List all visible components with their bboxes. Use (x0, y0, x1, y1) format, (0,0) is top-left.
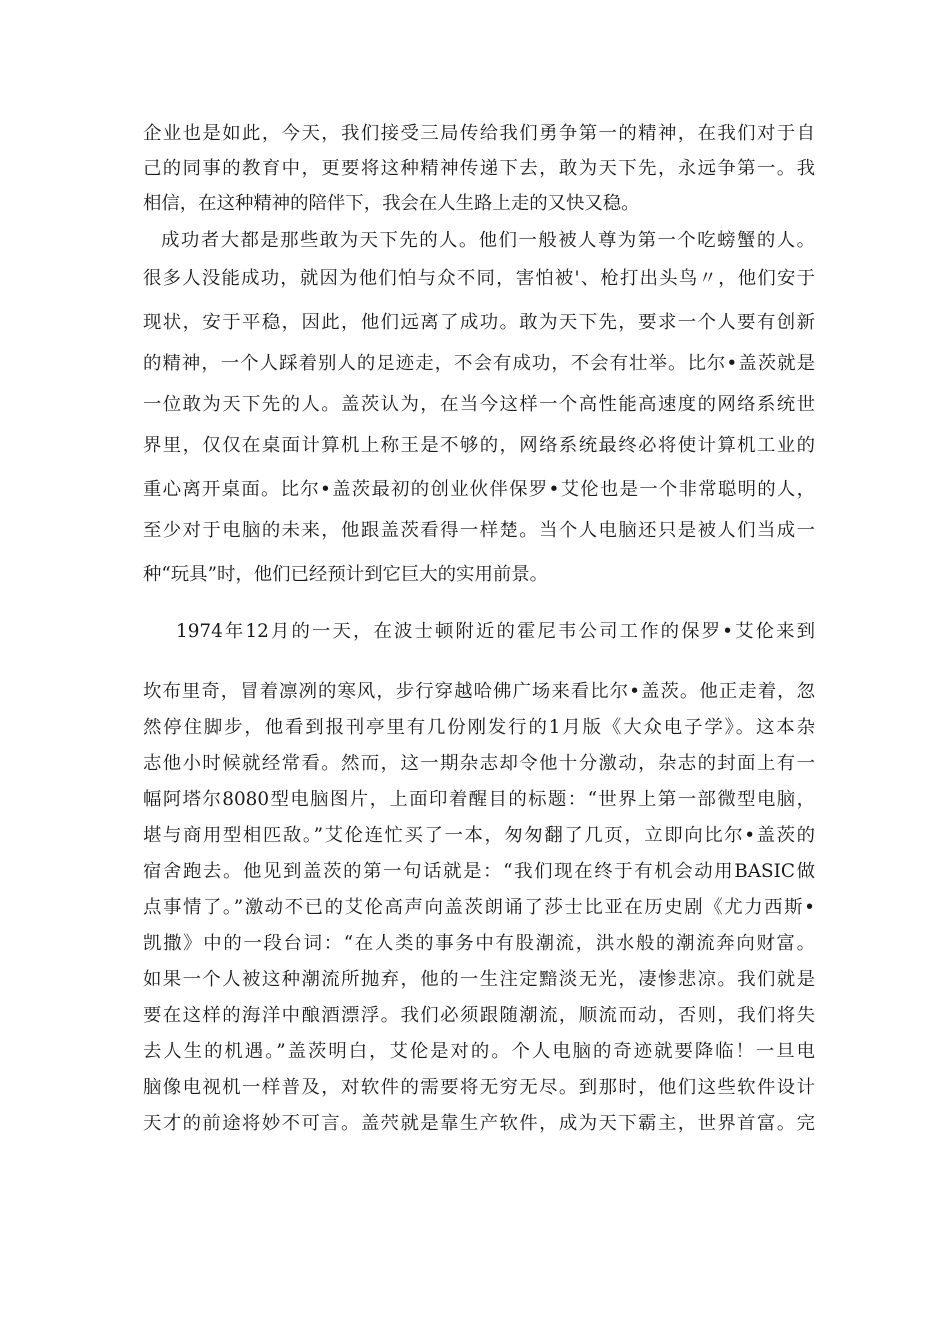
text-line: 志他小时候就经常看。然而，这一期杂志却令他十分激动，杂志的封面上有一 (143, 753, 815, 774)
text-line: 企业也是如此，今天，我们接受三局传给我们勇争第一的精神，在我们对于自 (143, 123, 815, 144)
text-line: 1974年12月的一天，在波士顿附近的霍尼韦公司工作的保罗•艾伦来到 (176, 621, 815, 642)
text-line: 脑像电视机一样普及，对软件的需要将无穷无尽。到那时，他们这些软件设计 (143, 1077, 815, 1098)
text-line: 界里，仅仅在桌面计算机上称王是不够的，网络系统最终必将使计算机工业的 (143, 435, 815, 456)
text-line: 幅阿塔尔8080型电脑图片，上面印着醒目的标题：“世界上第一部微型电脑， (143, 789, 815, 810)
text-line: 重心离开桌面。比尔•盖茨最初的创业伙伴保罗•艾伦也是一个非常聪明的人， (143, 479, 815, 500)
text-line: 宿舍跑去。他见到盖茨的第一句话就是：“我们现在终于有机会动用BASIC做 (143, 861, 815, 882)
text-line: 如果一个人被这种潮流所抛弃，他的一生注定黯淡无光，凄惨悲凉。我们就是 (143, 969, 815, 990)
text-line: 相信，在这种精神的陪伴下，我会在人生路上走的又快又稳。 (143, 193, 640, 214)
text-line: 的精神，一个人踩着别人的足迹走，不会有成功，不会有壮举。比尔•盖茨就是 (143, 353, 815, 374)
text-line: 点事情了。”激动不已的艾伦高声向盖茨朗诵了莎士比亚在历史剧《尤力西斯• (143, 897, 815, 918)
text-line: 坎布里奇，冒着凛冽的寒风，步行穿越哈佛广场来看比尔•盖茨。他正走着，忽 (143, 681, 815, 702)
text-line: 种“玩具”时，他们已经预计到它巨大的实用前景。 (143, 564, 549, 585)
text-line: 一位敢为天下先的人。盖茨认为，在当今这样一个高性能高速度的网络系统世 (143, 394, 815, 415)
text-line: 堪与商用型相匹敌。”艾伦连忙买了一本，匆匆翻了几页，立即向比尔•盖茨的 (143, 825, 815, 846)
text-line: 凯撒》中的一段台词：“在人类的事务中有股潮流，洪水般的潮流奔向财富。 (143, 933, 815, 954)
text-line: 天才的前途将妙不可言。盖茓就是靠生产软件，成为天下霸主，世界首富。完 (143, 1113, 815, 1134)
text-line: 要在这样的海洋中酿酒漂浮。我们必须跟随潮流，顺流而动，否则，我们将失 (143, 1005, 815, 1026)
text-line: 至少对于电脑的未来，他跟盖茨看得一样楚。当个人电脑还只是被人们当成一 (143, 520, 815, 541)
text-line: 很多人没能成功，就因为他们怕与众不同，害怕被'、枪打出头鸟〃，他们安于 (143, 268, 815, 289)
text-line: 己的同事的教育中，更要将这种精神传递下去，敢为天下先，永远争第一。我 (143, 158, 815, 179)
text-line: 现状，安于平稳，因此，他们远离了成功。敢为天下先，要求一个人要有创新 (143, 312, 815, 333)
text-line: 成功者大都是那些敢为天下先的人。他们一般被人尊为第一个吃螃蟹的人。 (161, 230, 815, 251)
text-line: 去人生的机遇。”盖茨明白，艾伦是对的。个人电脑的奇迹就要降临！一旦电 (143, 1041, 815, 1062)
text-line: 然停住脚步，他看到报刊亭里有几份刚发行的1月版《大众电子学》。这本杂 (143, 717, 815, 738)
